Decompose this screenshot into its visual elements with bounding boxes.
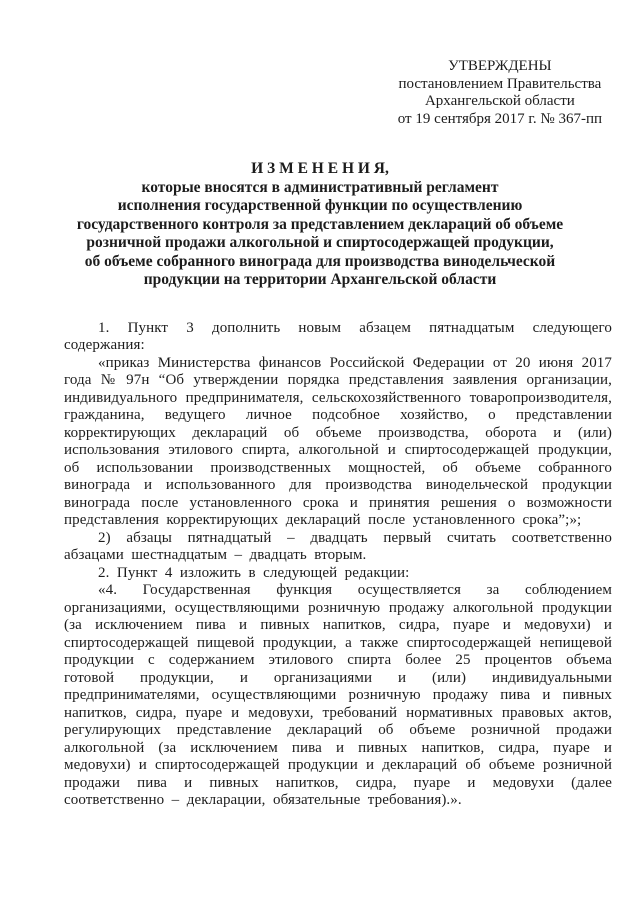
document-title xyxy=(0,160,640,290)
paragraph-quote-order: «приказ Министерства финансов Российской Федерации от 20 июня 2017 года № 97н “Об утверждении порядка представления заявления организации, индивидуального предпринимателя, сельскохозяйственного товаропроизводителя, гражданина, ведущего личное подсобное хозяйство, о представлении корректирующих деклараций об объеме производства, оборота и (или) использования этилового спирта, алкогольной и спиртосодержащей продукции, об использовании производственных мощностей, об объеме собранного винограда и использованного для производства винодельческой продукции винограда после установленного срока и принятия решения о возможности представления корректирующих деклараций после установленного срока”;»; xyxy=(64,354,612,528)
approval-block xyxy=(398,58,602,128)
paragraph-quote-point-4: «4. Государственная функция осуществляется за соблюдением организациями, осуществляющими розничную продажу алкогольной продукции (за исключением пива и пивных напитков, сидра, пуаре и медовухи) и спиртосодержащей пищевой продукции, а также спиртосодержащей непищевой продукции с содержанием этилового спирта более 25 процентов объема готовой продукции, и организациями и (или) индивидуальными предпринимателями, осуществляющими розничную продажу пива и пивных напитков, сидра, пуаре и медовухи, требований нормативных правовых актов, регулирующих представление деклараций об объеме розничной продажи алкогольной (за исключением пива и пивных напитков, сидра, пуаре и медовухи) и спиртосодержащей продукции и деклараций об объеме розничной продажи пива и пивных напитков, сидра, пуаре и медовухи (далее соответственно – декларации, обязательные требования).». xyxy=(64,582,612,808)
title-line: об объеме собранного винограда для производства винодельческой xyxy=(84,252,556,270)
approval-line-region: Архангельской области xyxy=(424,93,575,109)
title-line-heading: И З М Е Н Е Н И Я, xyxy=(251,160,389,177)
title-line: продукции на территории Архангельской области xyxy=(143,271,497,288)
paragraph-subitem-2: 2) абзацы пятнадцатый – двадцать первый считать соответственно абзацами шестнадцатым – двадцать вторым. xyxy=(64,529,612,563)
title-line: исполнения государственной функции по осуществлению xyxy=(117,197,523,214)
approval-line-decree: постановлением Правительства xyxy=(398,75,602,92)
document-body xyxy=(0,320,640,810)
title-line: государственного контроля за представлением деклараций об объеме xyxy=(76,215,564,233)
title-line: которые вносятся в административный регламент xyxy=(141,178,499,196)
title-line: розничной продажи алкогольной и спиртосодержащей продукции, xyxy=(86,234,554,251)
paragraph-item-1: 1. Пункт 3 дополнить новым абзацем пятнадцатым следующего содержания: xyxy=(64,319,612,353)
approval-line-date-number: от 19 сентября 2017 г. № 367-пп xyxy=(397,110,602,127)
paragraph-item-2: 2. Пункт 4 изложить в следующей редакции: xyxy=(98,564,410,581)
approval-line-approved: УТВЕРЖДЕНЫ xyxy=(448,58,552,74)
